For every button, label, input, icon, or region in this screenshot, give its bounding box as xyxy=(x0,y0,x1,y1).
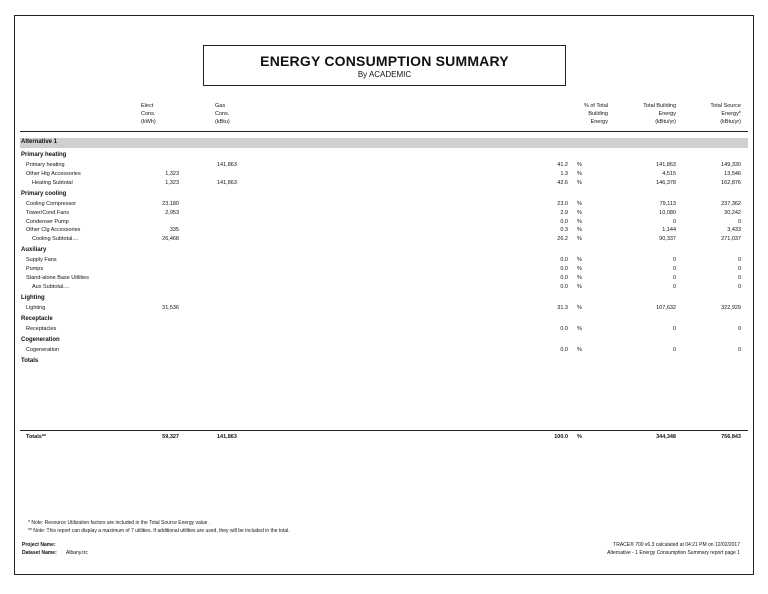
header-source: Total Source Energy* (kBtu/yr) xyxy=(710,103,741,125)
pct-value: 0.0 xyxy=(560,325,568,332)
elec-value: 1,323 xyxy=(165,179,179,186)
row-label: Pumps xyxy=(26,266,44,273)
building-energy-value: 0 xyxy=(672,346,676,353)
row-label: Tower/Cond Fans xyxy=(26,209,70,216)
section-title: Totals xyxy=(21,357,39,364)
section-title: Cogeneration xyxy=(21,336,60,343)
row-label: Condenser Pump xyxy=(26,218,69,225)
source-energy-value: 0 xyxy=(737,218,741,225)
gas-value: 141,863 xyxy=(217,179,237,186)
report-title-box xyxy=(203,45,566,86)
pct-value: 0.0 xyxy=(560,257,568,264)
table-row xyxy=(20,256,748,264)
note-utilities: ** Note: This report can display a maximum of 7 utilities. If additional utilities are used, they will be included in the total. xyxy=(28,528,290,534)
footer-calc-info: TRACE® 700 v6.3 calculated at 04:21 PM on 12/02/2017 xyxy=(613,542,740,548)
source-energy-value: 149,330 xyxy=(721,162,741,168)
pct-symbol: % xyxy=(577,218,582,225)
header-building: Total Building Energy (kBtu/yr) xyxy=(643,103,676,125)
totals-pct: 100.0 xyxy=(554,434,568,440)
table-row xyxy=(20,325,748,333)
pct-symbol: % xyxy=(577,227,582,234)
building-energy-value: 0 xyxy=(672,325,676,332)
table-row xyxy=(20,209,748,217)
pct-symbol: % xyxy=(577,236,582,243)
dataset-value: Albany.trc xyxy=(66,550,88,556)
source-energy-value: 30,242 xyxy=(724,209,741,216)
table-row xyxy=(20,265,748,273)
footer-report-info: Alternative - 1 Energy Consumption Summary report page 1 xyxy=(607,550,740,556)
table-row xyxy=(20,200,748,208)
building-energy-value: 107,632 xyxy=(656,304,676,311)
section-title: Primary heating xyxy=(21,152,67,158)
source-energy-value: 0 xyxy=(737,275,741,281)
table-row xyxy=(20,226,748,234)
building-energy-value: 0 xyxy=(672,257,676,264)
pct-symbol: % xyxy=(577,200,582,207)
totals-building-energy: 344,348 xyxy=(656,434,676,440)
gas-value: 141,863 xyxy=(217,162,237,168)
pct-symbol: % xyxy=(577,325,582,332)
section-title: Receptacle xyxy=(21,315,53,322)
building-energy-value: 79,113 xyxy=(659,200,676,207)
pct-symbol: % xyxy=(577,304,582,311)
source-energy-value: 0 xyxy=(737,257,741,264)
row-label: Supply Fans xyxy=(26,257,57,264)
building-energy-value: 4,515 xyxy=(662,170,676,177)
row-label: Aux Subtotal.... xyxy=(32,283,70,290)
pct-value: 0.0 xyxy=(560,218,568,225)
table-row xyxy=(20,235,748,243)
elec-value: 335 xyxy=(169,227,179,234)
source-energy-value: 3,433 xyxy=(727,227,741,234)
note-resource: * Note: Resource Utilization factors are included in the Total Source Energy value . xyxy=(28,520,211,526)
pct-value: 2.9 xyxy=(560,209,568,216)
pct-symbol: % xyxy=(577,170,582,177)
row-label: Receptacles xyxy=(26,325,57,332)
row-label: Stand-alone Base Utilities xyxy=(26,275,89,281)
elec-value: 2,953 xyxy=(165,209,179,216)
totals-label: Totals** xyxy=(26,434,47,440)
table-row xyxy=(20,304,748,312)
pct-symbol: % xyxy=(577,283,582,290)
totals-gas: 141,863 xyxy=(217,434,237,440)
building-energy-value: 141,863 xyxy=(656,162,676,168)
elec-value: 31,536 xyxy=(162,304,179,311)
table-row xyxy=(20,283,748,291)
table-row xyxy=(20,170,748,178)
pct-value: 0.0 xyxy=(560,275,568,281)
totals-source-energy: 756,843 xyxy=(721,434,741,440)
building-energy-value: 146,378 xyxy=(656,179,676,186)
building-energy-value: 1,144 xyxy=(662,227,676,234)
totals-rule xyxy=(20,430,748,431)
source-energy-value: 271,037 xyxy=(721,236,741,243)
elec-value: 1,323 xyxy=(165,170,179,177)
project-label: Project Name: xyxy=(22,542,56,548)
source-energy-value: 322,929 xyxy=(721,304,741,311)
pct-value: 41.2 xyxy=(557,162,568,168)
table-row xyxy=(20,346,748,354)
report-page xyxy=(14,15,754,575)
dataset-label: Dataset Name: xyxy=(22,550,57,556)
building-energy-value: 0 xyxy=(672,283,676,290)
table-row xyxy=(20,161,748,169)
source-energy-value: 0 xyxy=(737,283,741,290)
source-energy-value: 13,546 xyxy=(724,170,741,177)
section-title: Primary cooling xyxy=(21,190,67,197)
pct-value: 26.2 xyxy=(557,236,568,243)
pct-value: 0.0 xyxy=(560,346,568,353)
source-energy-value: 162,876 xyxy=(721,179,741,186)
pct-symbol: % xyxy=(577,266,582,273)
source-energy-value: 0 xyxy=(737,346,741,353)
section-title: Lighting xyxy=(21,294,45,301)
header-pct: % of Total Building Energy xyxy=(583,103,608,125)
header-gas: Gas Cons. (kBtu) xyxy=(215,103,230,125)
pct-symbol: % xyxy=(577,275,582,281)
building-energy-value: 10,080 xyxy=(659,209,676,216)
table-row xyxy=(20,274,748,282)
totals-elec: 59,327 xyxy=(162,434,179,440)
building-energy-value: 0 xyxy=(672,275,676,281)
report-subtitle: By ACADEMIC xyxy=(357,70,412,79)
pct-value: 42.6 xyxy=(557,179,568,186)
pct-value: 31.3 xyxy=(557,304,568,311)
alternative-label: Alternative 1 xyxy=(21,139,58,145)
row-label: Cooling Subtotal.... xyxy=(32,236,79,243)
pct-value: 1.3 xyxy=(560,170,568,177)
row-label: Heating Subtotal xyxy=(32,179,73,186)
table-row xyxy=(20,179,748,187)
alternative-bar xyxy=(20,138,748,148)
pct-value: 23.0 xyxy=(557,200,568,207)
report-title: ENERGY CONSUMPTION SUMMARY xyxy=(260,53,509,69)
pct-symbol: % xyxy=(577,209,582,216)
elec-value: 23,180 xyxy=(162,200,179,207)
pct-symbol: % xyxy=(577,162,582,168)
pct-value: 0.3 xyxy=(560,227,568,234)
table-row xyxy=(20,218,748,226)
source-energy-value: 0 xyxy=(737,325,741,332)
row-label: Cogeneration xyxy=(26,346,60,353)
section-title: Auxiliary xyxy=(21,247,47,254)
pct-symbol: % xyxy=(577,346,582,353)
building-energy-value: 0 xyxy=(672,218,676,225)
pct-symbol: % xyxy=(577,434,582,440)
row-label: Primary heating xyxy=(26,162,65,168)
building-energy-value: 90,337 xyxy=(659,236,676,243)
header-rule xyxy=(20,131,748,132)
header-elec: Elect Cons. (kWh) xyxy=(141,103,156,125)
source-energy-value: 237,362 xyxy=(721,200,741,207)
pct-symbol: % xyxy=(577,257,582,264)
row-label: Other Clg Accessories xyxy=(26,227,81,234)
totals-row xyxy=(20,433,748,441)
elec-value: 26,468 xyxy=(162,236,179,243)
row-label: Cooling Compressor xyxy=(26,200,77,207)
row-label: Other Htg Accessories xyxy=(26,170,81,177)
source-energy-value: 0 xyxy=(737,266,741,273)
building-energy-value: 0 xyxy=(672,266,676,273)
pct-symbol: % xyxy=(577,179,582,186)
row-label: Lighting xyxy=(26,304,46,311)
pct-value: 0.0 xyxy=(560,266,568,273)
pct-value: 0.0 xyxy=(560,283,568,290)
